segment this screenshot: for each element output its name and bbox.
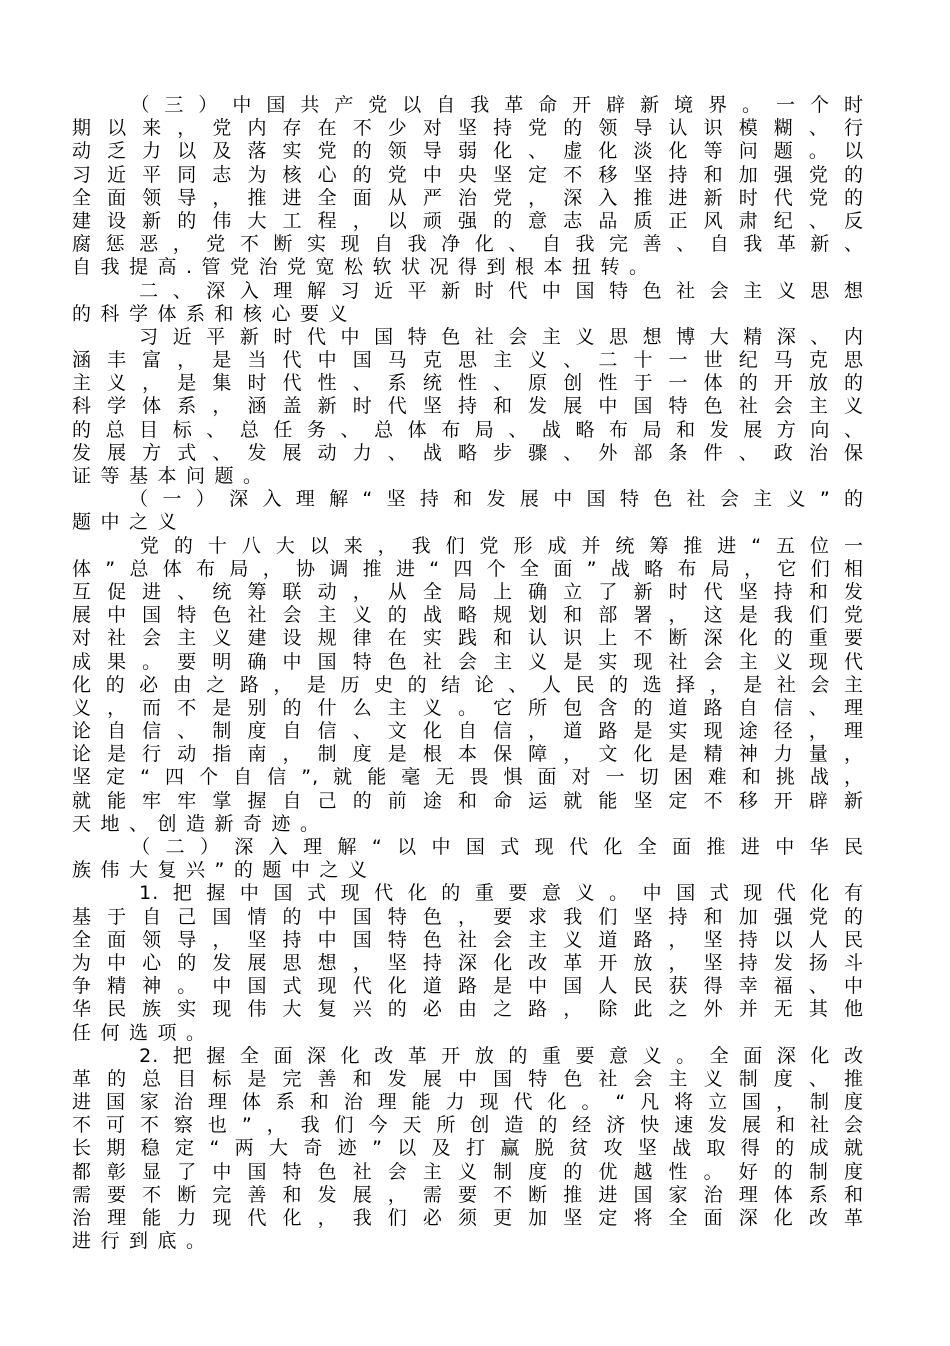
text-line: 科学体系，涵盖新时代坚持和发展中国特色社会主义 <box>72 395 864 418</box>
text-line: 建设新的伟大工程，以顽强的意志品质正风肃纪、反 <box>72 209 864 232</box>
text-line: 涵丰富，是当代中国马克思主义、二十一世纪马克思 <box>72 349 864 372</box>
text-line: 论是行动指南，制度是根本保障，文化是精神力量， <box>72 743 864 766</box>
paragraph-p5 <box>72 535 864 836</box>
text-line: 坚定“四个自信”,就能毫无畏惧面对一切困难和挑战， <box>72 766 864 789</box>
text-line: 进国家治理体系和治理能力现代化。“凡将立国，制度 <box>72 1091 864 1114</box>
paragraph-p7 <box>72 882 864 1044</box>
text-line: 证等基本问题。 <box>72 465 272 487</box>
text-line: 的总目标、总任务、总体布局、战略布局和发展方向、 <box>72 418 864 441</box>
text-line: 互促进、统筹联动，从全局上确立了新时代坚持和发 <box>72 580 864 603</box>
text-line: （三）中国共产党以自我革命开辟新境界。一个时 <box>72 94 864 116</box>
text-line: 2.把握全面深化改革开放的重要意义。全面深化改 <box>72 1044 864 1067</box>
text-line: 任何选项。 <box>72 1021 215 1044</box>
text-line: 族伟大复兴”的题中之义 <box>72 859 377 882</box>
text-line: 党的十八大以来，我们党形成并统筹推进“五位一 <box>72 534 864 557</box>
paragraph-p1 <box>72 94 864 280</box>
text-line: 争精神。中国式现代化道路是中国人民获得幸福、中 <box>72 975 864 998</box>
text-line: 革的总目标是完善和发展中国特色社会主义制度、推 <box>72 1067 864 1090</box>
text-line: 习近平同志为核心的党中央坚定不移坚持和加强党的 <box>72 163 864 186</box>
text-line: 自我提高.管党治党宽松软状况得到根本扭转。 <box>72 256 658 279</box>
text-line: 化的必由之路，是历史的结论、人民的选择，是社会主 <box>72 673 864 696</box>
text-line: 体”总体布局，协调推进“四个全面”战略布局，它们相 <box>72 557 864 580</box>
text-line: 就能牢牢掌握自己的前途和命运就能坚定不移开辟新 <box>72 789 864 812</box>
text-line: 的科学体系和核心要义 <box>72 302 358 325</box>
text-line: 义，而不是别的什么主义。它所包含的道路自信、理 <box>72 696 864 719</box>
document-page <box>72 94 864 1253</box>
text-line: 主义，是集时代性、系统性、原创性于一体的开放的 <box>72 372 864 395</box>
text-line: 1.把握中国式现代化的重要意义。中国式现代化有 <box>72 882 864 905</box>
text-line: 题中之义 <box>72 511 187 534</box>
text-line: 治理能力现代化，我们必须更加坚定将全面深化改革 <box>72 1207 864 1229</box>
text-line: 论自信、制度自信、文化自信，道路是实现途径，理 <box>72 720 864 743</box>
text-line: 需要不断完善和发展，需要不断推进国家治理体系和 <box>72 1183 864 1206</box>
text-line: 长期稳定“两大奇迹”以及打赢脱贫攻坚战取得的成就 <box>72 1137 864 1160</box>
text-line: 习近平新时代中国特色社会主义思想博大精深、内 <box>72 325 864 348</box>
text-line: （一）深入理解“坚持和发展中国特色社会主义”的 <box>72 488 864 511</box>
text-line: 全面领导，推进全面从严治党，深入推进新时代党的 <box>72 186 864 209</box>
text-line: 动乏力以及落实党的领导弱化、虚化淡化等问题。以 <box>72 140 864 163</box>
text-line: 不可不察也”，我们今天所创造的经济快速发展和社会 <box>72 1114 864 1137</box>
text-line: 展中国特色社会主义的战略规划和部署，这是我们党 <box>72 604 864 627</box>
text-line: 全面领导，坚持中国特色社会主义道路，坚持以人民 <box>72 928 864 951</box>
paragraph-p2 <box>72 280 864 326</box>
text-line: 为中心的发展思想，坚持深化改革开放，坚持发扬斗 <box>72 951 864 974</box>
text-line: 华民族实现伟大复兴的必由之路，除此之外并无其他 <box>72 998 864 1021</box>
paragraph-p4 <box>72 488 864 534</box>
paragraph-p8 <box>72 1045 864 1254</box>
text-line: 进行到底。 <box>72 1230 215 1253</box>
text-line: 天地、创造新奇迹。 <box>72 812 329 835</box>
text-line: 发展方式、发展动力、战略步骤、外部条件、政治保 <box>72 441 864 464</box>
text-line: 基于自己国情的中国特色，要求我们坚持和加强党的 <box>72 905 864 928</box>
text-line: 对社会主义建设规律在实践和认识上不断深化的重要 <box>72 627 864 650</box>
paragraph-p6 <box>72 836 864 882</box>
text-line: 腐惩恶，党不断实现自我净化、自我完善、自我革新、 <box>72 233 864 256</box>
text-line: 期以来，党内存在不少对坚持党的领导认识模糊、行 <box>72 117 864 140</box>
text-line: 成果。要明确中国特色社会主义是实现社会主义现代 <box>72 650 864 673</box>
text-line: 二、深入理解习近平新时代中国特色社会主义思想 <box>72 279 864 302</box>
paragraph-p3 <box>72 326 864 488</box>
text-line: （二）深入理解“以中国式现代化全面推进中华民 <box>72 836 864 858</box>
text-line: 都彰显了中国特色社会主义制度的优越性。好的制度 <box>72 1160 864 1183</box>
